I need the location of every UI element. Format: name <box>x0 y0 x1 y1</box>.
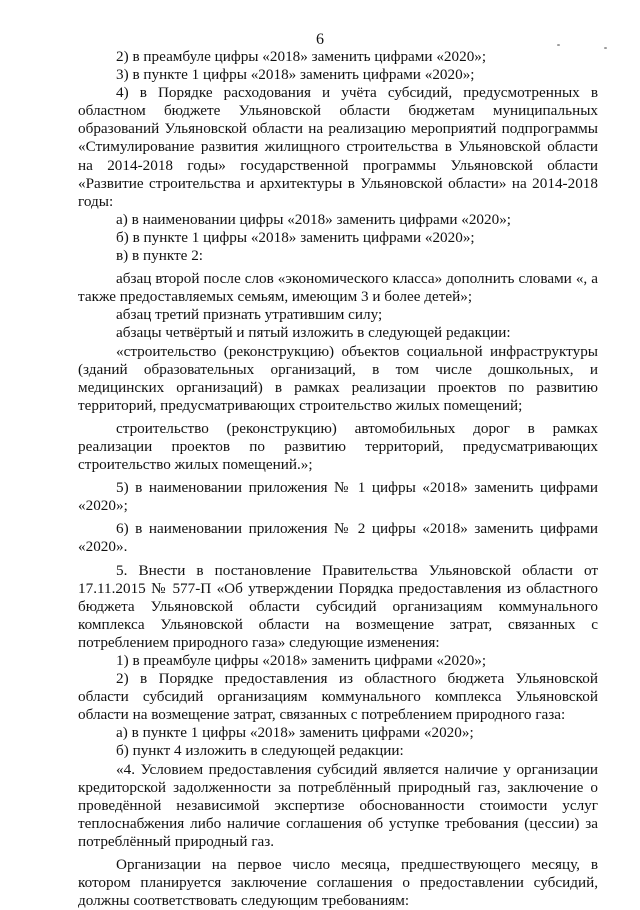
paragraph: в) в пункте 2: <box>116 247 204 265</box>
scan-speck <box>604 47 607 49</box>
paragraph: 5. Внести в постановление Правительства Ульяновской области от 17.11.2015 № 577-П «Об утверждении Порядка предоставления из областного бюджета Ульяновской области субсидий организациям коммунального комплекса Ульяновской области на возмещение затрат, связанных с потреблением природного газа» следующие изменения: <box>78 561 598 651</box>
paragraph: абзац второй после слов «экономического класса» дополнить словами «, а также предоставляемых семьям, имеющим 3 и более детей»; <box>78 270 598 306</box>
paragraph: абзацы четвёртый и пятый изложить в следующей редакции: <box>116 324 511 342</box>
paragraph: Организации на первое число месяца, предшествующего месяцу, в котором планируется заключение соглашения о предоставлении субсидий, должны соответствовать следующим требованиям: <box>78 856 598 910</box>
paragraph: б) в пункте 1 цифры «2018» заменить цифрами «2020»; <box>116 228 475 246</box>
paragraph: 5) в наименовании приложения № 1 цифры «2018» заменить цифрами «2020»; <box>78 479 598 515</box>
paragraph: строительство (реконструкцию) автомобильных дорог в рамках реализации проектов по развитию территорий, предусматривающих строительство жилых помещений.»; <box>78 419 598 474</box>
paragraph: б) пункт 4 изложить в следующей редакции: <box>116 742 404 760</box>
page-number: 6 <box>316 31 324 48</box>
scan-speck <box>557 44 560 46</box>
paragraph: 3) в пункте 1 цифры «2018» заменить цифрами «2020»; <box>116 66 475 84</box>
paragraph: 1) в преамбуле цифры «2018» заменить цифрами «2020»; <box>116 652 487 669</box>
paragraph: а) в пункте 1 цифры «2018» заменить цифрами «2020»; <box>116 724 474 742</box>
paragraph: 2) в преамбуле цифры «2018» заменить цифрами «2020»; <box>116 48 487 65</box>
paragraph: 6) в наименовании приложения № 2 цифры «2018» заменить цифрами «2020». <box>78 520 598 556</box>
document-body <box>78 48 598 910</box>
paragraph: «строительство (реконструкцию) объектов социальной инфраструктуры (зданий образовательных организаций, в том числе дошкольных, и медицинских организаций) в рамках реализации проектов по развитию территорий, предусматривающих строительство жилых помещений; <box>78 342 598 414</box>
paragraph: а) в наименовании цифры «2018» заменить цифрами «2020»; <box>116 210 512 228</box>
paragraph: 2) в Порядке предоставления из областного бюджета Ульяновской области субсидий организациям коммунального комплекса Ульяновской области на возмещение затрат, связанных с потреблением природного газа: <box>78 670 598 724</box>
paragraph: абзац третий признать утратившим силу; <box>116 306 383 324</box>
paragraph: 4) в Порядке расходования и учёта субсидий, предусмотренных в областном бюджете Ульяновской области бюджетам муниципальных образований Ульяновской области на реализацию мероприятий подпрограммы «Стимулирование развития жилищного строительства в Ульяновской области на 2014-2018 годы» государственной программы Ульяновской области «Развитие строительства и архитектуры в Ульяновской области» на 2014-2018 годы: <box>78 84 598 210</box>
paragraph: «4. Условием предоставления субсидий является наличие у организации кредиторской задолженности за потреблённый природный газ, заключение о проведённой независимой экспертизе обоснованности стоимости услуг теплоснабжения либо наличие соглашения об уступке требования (цессии) за потреблённый природный газ. <box>78 760 598 850</box>
